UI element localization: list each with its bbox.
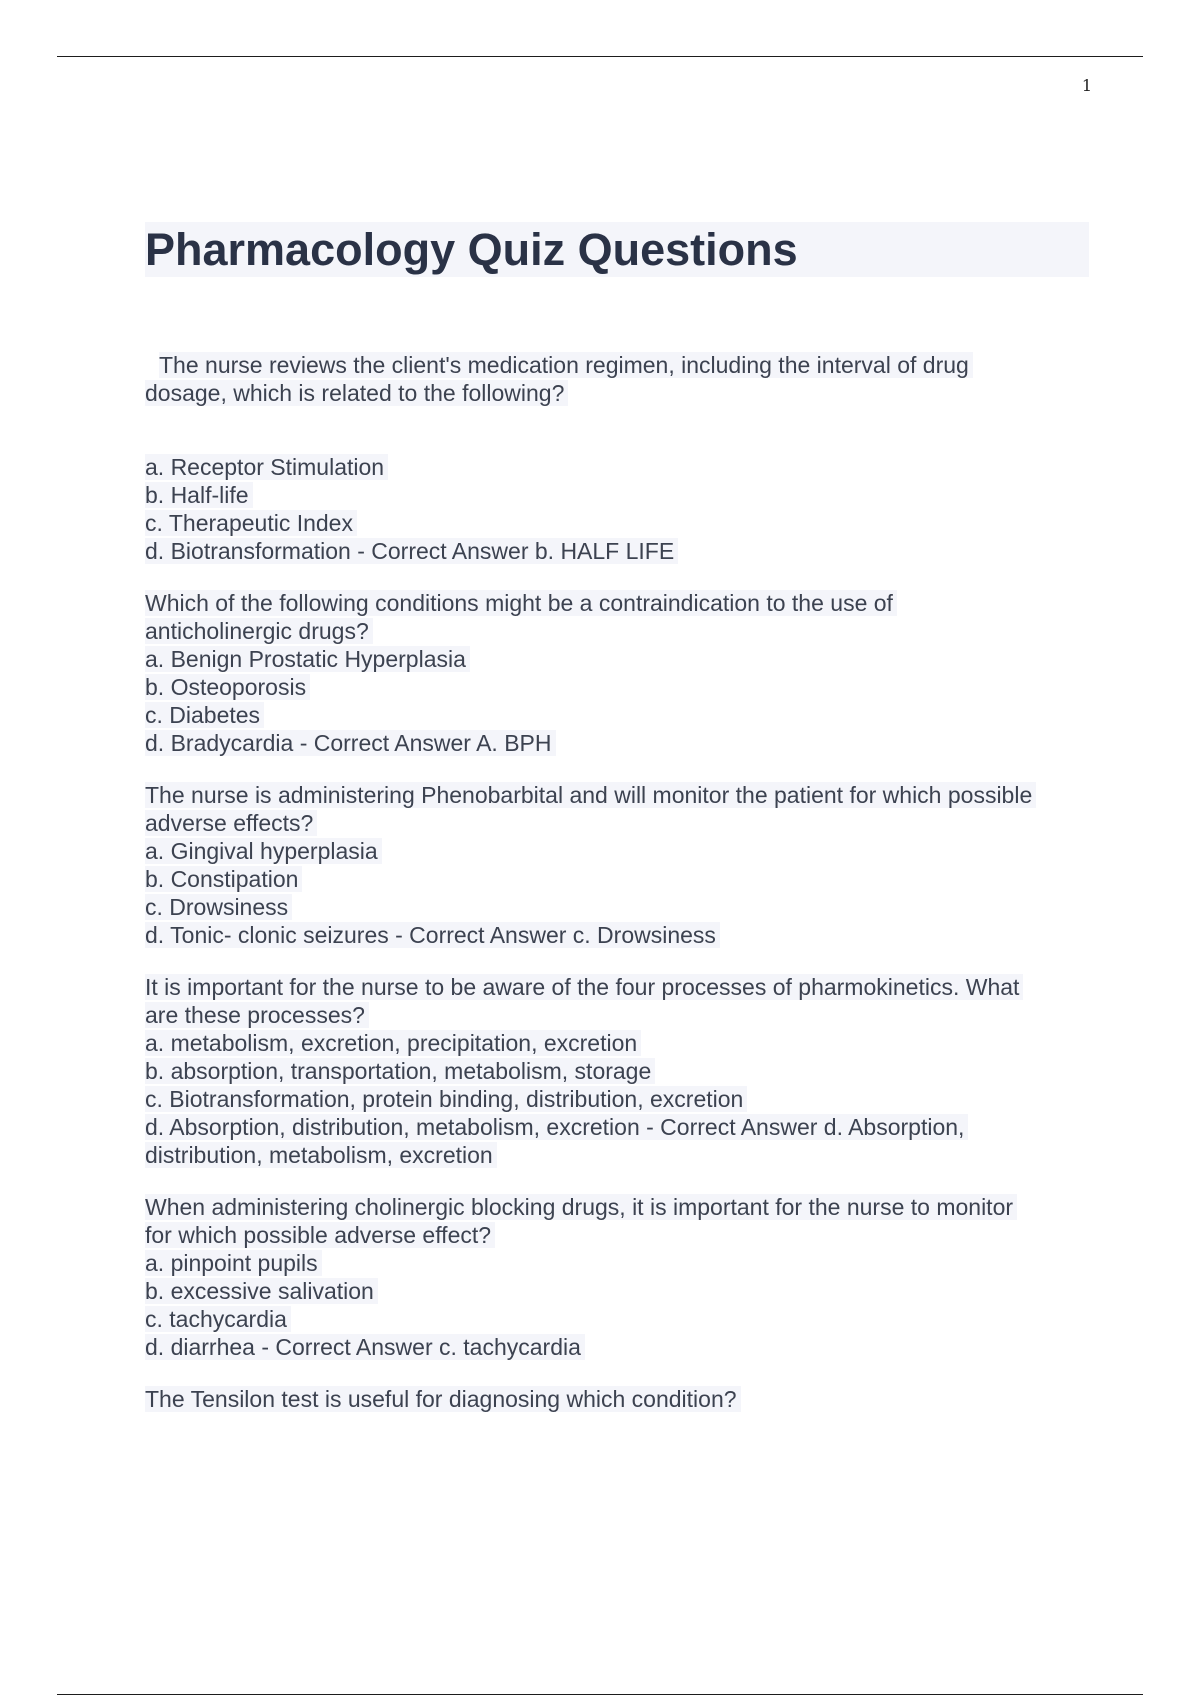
answer-option: b. Constipation — [145, 866, 302, 892]
question-2 — [145, 589, 1090, 757]
question-stem-line: anticholinergic drugs? — [145, 618, 373, 644]
answer-option: b. Osteoporosis — [145, 674, 310, 700]
answer-option: a. Benign Prostatic Hyperplasia — [145, 646, 470, 672]
answer-option-correct: d. Bradycardia - Correct Answer A. BPH — [145, 730, 556, 756]
question-5 — [145, 1193, 1090, 1361]
answer-option: c. tachycardia — [145, 1306, 291, 1332]
answer-option: c. Therapeutic Index — [145, 510, 357, 536]
question-stem-line: are these processes? — [145, 1002, 369, 1028]
question-stem-line: The nurse reviews the client's medication regimen, including the interval of drug — [159, 352, 973, 378]
question-4 — [145, 973, 1090, 1169]
answer-option-correct: d. diarrhea - Correct Answer c. tachycardia — [145, 1334, 585, 1360]
answer-option: a. Receptor Stimulation — [145, 454, 388, 480]
answer-option: a. metabolism, excretion, precipitation, excretion — [145, 1030, 641, 1056]
answer-option: b. excessive salivation — [145, 1278, 378, 1304]
answer-option: b. Half-life — [145, 482, 253, 508]
question-1-stem — [145, 351, 1090, 407]
answer-option: a. pinpoint pupils — [145, 1250, 322, 1276]
question-stem-line: It is important for the nurse to be aware of the four processes of pharmokinetics. What — [145, 974, 1023, 1000]
question-1-options — [145, 453, 1090, 565]
question-stem-line: When administering cholinergic blocking drugs, it is important for the nurse to monitor — [145, 1194, 1017, 1220]
answer-option-correct: d. Tonic- clonic seizures - Correct Answer c. Drowsiness — [145, 922, 720, 948]
answer-option: c. Biotransformation, protein binding, distribution, excretion — [145, 1086, 747, 1112]
question-3 — [145, 781, 1090, 949]
question-stem-line: for which possible adverse effect? — [145, 1222, 495, 1248]
question-stem-line: The Tensilon test is useful for diagnosing which condition? — [145, 1386, 741, 1412]
answer-option: c. Drowsiness — [145, 894, 292, 920]
answer-option: b. absorption, transportation, metabolism, storage — [145, 1058, 655, 1084]
question-stem-line: adverse effects? — [145, 810, 317, 836]
question-stem-line: The nurse is administering Phenobarbital and will monitor the patient for which possible — [145, 782, 1036, 808]
answer-option-correct: d. Absorption, distribution, metabolism, excretion - Correct Answer d. Absorption, — [145, 1114, 968, 1140]
answer-option: c. Diabetes — [145, 702, 264, 728]
page-header-rule — [57, 56, 1143, 57]
answer-option: a. Gingival hyperplasia — [145, 838, 382, 864]
answer-option-correct: distribution, metabolism, excretion — [145, 1142, 497, 1168]
page-footer-rule — [57, 1694, 1143, 1695]
answer-option-correct: d. Biotransformation - Correct Answer b. HALF LIFE — [145, 538, 678, 564]
question-6 — [145, 1385, 1090, 1413]
question-stem-line: Which of the following conditions might be a contraindication to the use of — [145, 590, 897, 616]
question-stem-line: dosage, which is related to the following? — [145, 380, 568, 406]
document-title: Pharmacology Quiz Questions — [145, 224, 798, 275]
page-number: 1 — [1081, 76, 1092, 95]
document-body — [145, 351, 1090, 1413]
